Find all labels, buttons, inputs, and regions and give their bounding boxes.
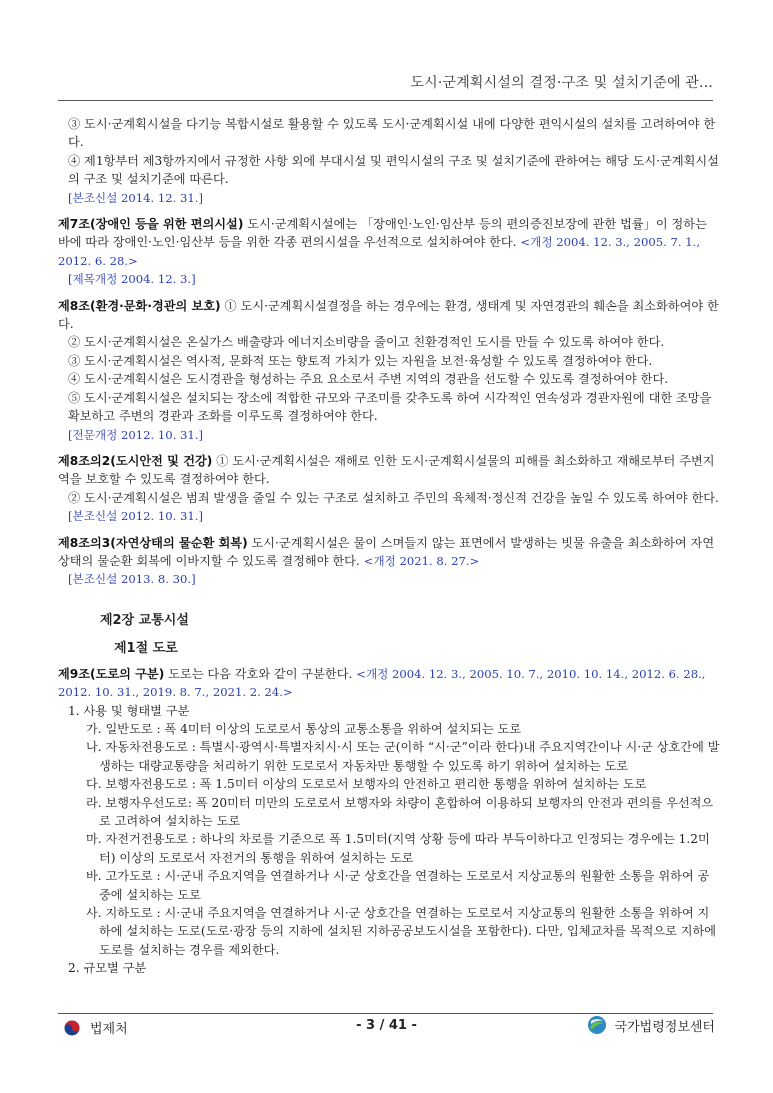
article-9: 제9조(도로의 구분) 도로는 다음 각호와 같이 구분한다. <개정 2004. 12. 3., 2005. 10. 7., 2010. 10. 14., 2012. 6. 28., 2012. 10. 31., 2019. 8. 7., 2021. 2. 24.> [58,666,706,700]
footer-divider [58,1013,713,1014]
footer-ministry-label: 법제처 [90,1022,128,1037]
list-item: 나. 자동차전용도로 : 특별시·광역시·특별자치시·시 또는 군(이하 “시·군”이라 한다)내 주요지역간이나 시·군 상호간에 발생하는 대량교통량을 처리하기 위한 도로로서 자동차만 통행할 수 있도록 하기 위하여 설치하는 도로 [86,740,720,773]
revision-note: [본조신설 2013. 8. 30.] [68,572,196,587]
document-body [58,115,720,978]
list-item-level1: 1. 사용 및 형태별 구분 [68,703,190,718]
chapter-heading: 제2장 교통시설 [100,612,189,628]
globe-logo-icon [587,1015,607,1035]
article-title: 제9조(도로의 구분) [58,666,165,681]
list-item: 가. 일반도로 : 폭 4미터 이상의 도로로서 통상의 교통소통을 위하여 설치되는 도로 [86,721,522,736]
list-item: 라. 보행자우선도로: 폭 20미터 미만의 도로로서 보행자와 차량이 혼합하여 이용하되 보행자의 안전과 편의를 우선적으로 고려하여 설치하는 도로 [86,795,714,828]
header-divider [58,100,713,101]
paragraph: ② 도시·군계획시설은 온실가스 배출량과 에너지소비량을 줄이고 친환경적인 도시를 만들 수 있도록 하여야 한다. [68,335,665,350]
list-item-level1: 2. 규모별 구분 [68,961,147,976]
footer-right [587,1015,715,1035]
paragraph: ④ 제1항부터 제3항까지에서 규정한 사항 외에 부대시설 및 편익시설의 구조 및 설치기준에 관하여는 해당 도시·군계획시설의 구조 및 설치기준에 따른다. [68,153,719,187]
amendment-note: <개정 2021. 8. 27.> [363,553,480,568]
article-8: 제8조(환경·문화·경관의 보호) ① 도시·군계획시설결정을 하는 경우에는 환경, 생태계 및 자연경관의 훼손을 최소화하여야 한다. [58,298,719,332]
list-item: 바. 고가도로 : 시·군내 주요지역을 연결하거나 시·군 상호간을 연결하는 도로로서 지상교통의 원활한 소통을 위하여 공중에 설치하는 도로 [86,869,710,902]
article-7: 제7조(장애인 등을 위한 편의시설) 도시·군계획시설에는 「장애인·노인·임산부 등의 편의증진보장에 관한 법률」이 정하는 바에 따라 장애인·노인·임산부 등을 위한 각종 편의시설을 우선적으로 설치하여야 한다. <개정 2004. 12. 3., 2005. 7. 1., 2012. 6. 28.> [58,217,707,268]
paragraph: ③ 도시·군계획시설을 다기능 복합시설로 활용할 수 있도록 도시·군계획시설 내에 다양한 편익시설의 설치를 고려하여야 한다. [68,117,716,150]
list-item: 마. 자전거전용도로 : 하나의 차로를 기준으로 폭 1.5미터(지역 상황 등에 따라 부득이하다고 인정되는 경우에는 1.2미터) 이상의 도로로서 자전거의 통행을 위하여 설치하는 도로 [86,832,710,865]
paragraph: ② 도시·군계획시설은 범죄 발생을 줄일 수 있는 구조로 설치하고 주민의 육체적·정신적 건강을 높일 수 있도록 하여야 한다. [68,490,719,505]
revision-note: [본조신설 2012. 10. 31.] [68,509,203,524]
document-header-title: 도시·군계획시설의 결정·구조 및 설치기준에 관... [410,75,713,91]
article-title: 제8조의2(도시안전 및 건강) [58,453,213,468]
article-title: 제7조(장애인 등을 위한 편의시설) [58,217,244,232]
revision-note: [전문개정 2012. 10. 31.] [68,427,203,442]
list-item: 사. 지하도로 : 시·군내 주요지역을 연결하거나 시·군 상호간을 연결하는 도로로서 지상교통의 원활한 소통을 위하여 지하에 설치하는 도로(도로·광장 등의 지하에 설치된 지하공공보도시설을 포함한다). 다만, 입체교차를 목적으로 지하에 도로를 설치하는 경우를 제외한다. [86,906,717,957]
revision-note: [본조신설 2014. 12. 31.] [68,190,203,205]
paragraph: ⑤ 도시·군계획시설은 설치되는 장소에 적합한 규모와 구조미를 갖추도록 하여 시각적인 연속성과 경관자원에 대한 조망을 확보하고 주변의 경관과 조화를 이루도록 결정하여야 한다. [68,390,712,424]
revision-note: [제목개정 2004. 12. 3.] [68,272,196,287]
section-heading: 제1절 도로 [114,640,178,656]
page-number: - 3 / 41 - [356,1018,417,1033]
article-8-3: 제8조의3(자연상태의 물순환 회복) 도시·군계획시설은 물이 스며들지 않는 표면에서 발생하는 빗물 유출을 최소화하여 자연상태의 물순환 회복에 이바지할 수 있도록 결정해야 한다. <개정 2021. 8. 27.> [58,535,715,568]
paragraph: ③ 도시·군계획시설은 역사적, 문화적 또는 향토적 가치가 있는 자원을 보전·육성할 수 있도록 결정하여야 한다. [68,353,653,368]
footer-center-label: 국가법령정보센터 [614,1019,715,1035]
article-8-2: 제8조의2(도시안전 및 건강) ① 도시·군계획시설은 재해로 인한 도시·군계획시설물의 피해를 최소화하고 재해로부터 주변지역을 보호할 수 있도록 결정하여야 한다. [58,453,715,487]
paragraph: ④ 도시·군계획시설은 도시경관을 형성하는 주요 요소로서 주변 지역의 경관을 선도할 수 있도록 결정하여야 한다. [68,372,669,387]
amendment-note: <개정 2004. 12. 3., 2005. 7. 1., 2012. 6. 28.> [58,235,701,268]
article-title: 제8조의3(자연상태의 물순환 회복) [58,535,248,550]
list-item: 다. 보행자전용도로 : 폭 1.5미터 이상의 도로로서 보행자의 안전하고 편리한 통행을 위하여 설치하는 도로 [86,777,647,792]
article-title: 제8조(환경·문화·경관의 보호) [58,298,221,313]
amendment-note: <개정 2004. 12. 3., 2005. 10. 7., 2010. 10. 14., 2012. 6. 28., 2012. 10. 31., 2019. 8. 7., 2021. 2. 24.> [58,666,706,700]
